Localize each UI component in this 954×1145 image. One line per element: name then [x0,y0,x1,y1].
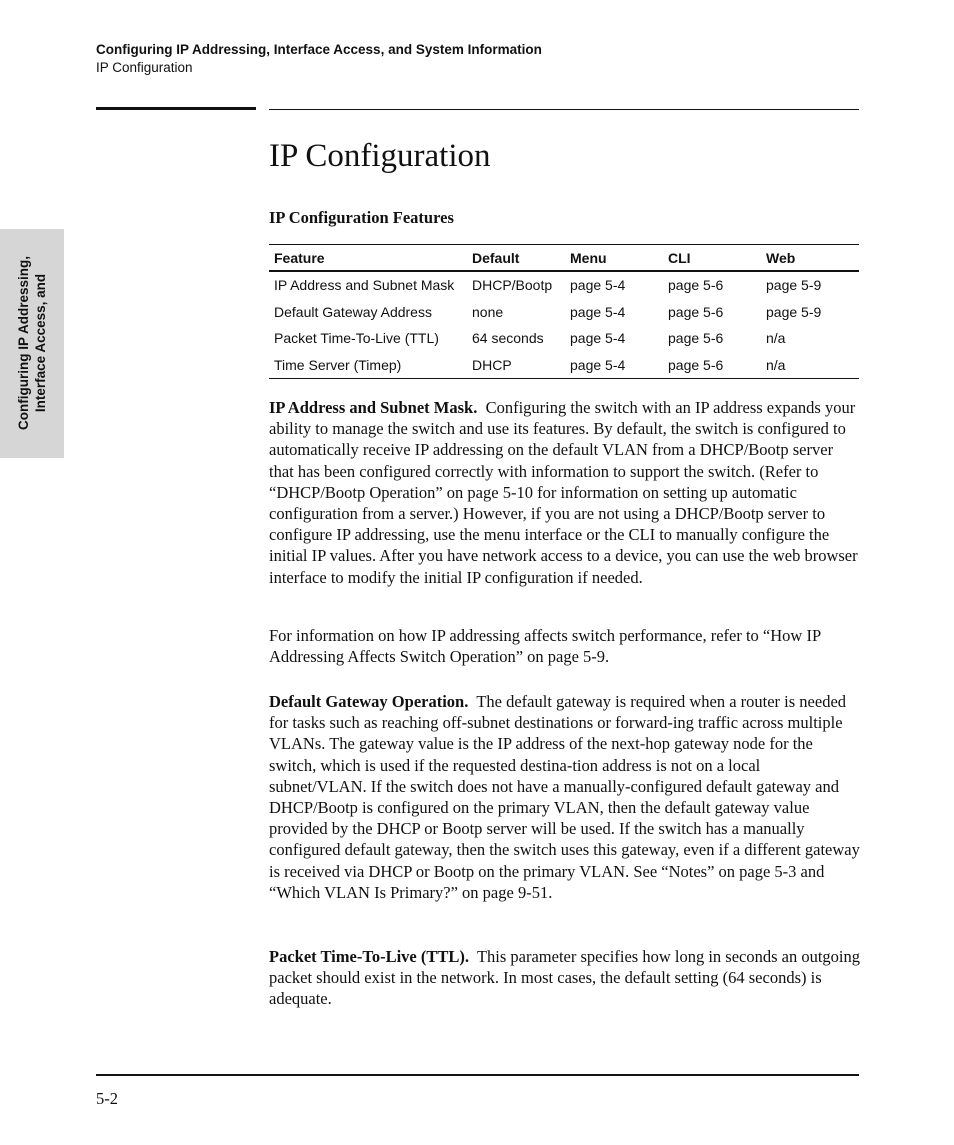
table-row [269,325,859,352]
table-cell: DHCP [472,356,512,373]
side-tab-line-1: Configuring IP Addressing, [16,256,31,431]
table-cell: n/a [766,330,786,347]
paragraph-text: Configuring the switch with an IP address expands your ability to manage the switch and use its features. By default, the switch is configured to automatically receive IP addressing on the default VLAN from a DHCP/Bootp server that has been configured correctly with information to support the switch. (Refer to “DHCP/Bootp Operation” on page 5-10 for information on setting up automatic configuration from a server.) However, if you are not using a DHCP/Bootp server to configure IP addressing, use the menu interface or the CLI to manually configure the initial IP values. After you have network access to a device, you can use the web browser interface to modify the initial IP configuration if needed. [269,398,858,587]
paragraph-default-gateway [269,691,860,903]
table-row [269,299,859,326]
run-in-heading: IP Address and Subnet Mask. [269,398,478,417]
run-in-heading: Packet Time-To-Live (TTL). [269,947,469,966]
table-cell: page 5-4 [570,277,626,294]
table-cell: page 5-4 [570,303,626,320]
table-cell: Packet Time-To-Live (TTL) [274,330,439,347]
run-in-heading: Default Gateway Operation. [269,692,469,711]
table-cell: page 5-9 [766,303,822,320]
page-number: 5-2 [96,1089,118,1108]
table-cell: page 5-9 [766,277,822,294]
table-header-row [269,245,859,272]
paragraph-ttl [269,946,860,1010]
table-cell: none [472,303,504,320]
table-cell: page 5-6 [668,330,724,347]
features-table [269,244,859,379]
running-header [96,41,542,77]
header-rule-left [96,107,256,110]
table-cell: page 5-6 [668,277,724,294]
table-cell: page 5-4 [570,330,626,347]
paragraph-text: For information on how IP addressing affects switch performance, refer to “How IP Addressing Affects Switch Operation” on page 5-9. [269,626,821,667]
table-cell: n/a [766,356,786,373]
header-rule-right [269,109,859,110]
running-section-title: IP Configuration [96,60,193,75]
table-cell: page 5-4 [570,356,626,373]
section-heading: IP Configuration [269,138,491,174]
table-cell: Time Server (Timep) [274,356,402,373]
side-tab-line-2: Interface Access, and [33,273,48,413]
column-header-cli: CLI [663,245,761,272]
side-tab-label [15,233,49,453]
table-cell: DHCP/Bootp [472,277,553,294]
paragraph-text: This parameter specifies how long in seconds an outgoing packet should exist in the network. In most cases, the default setting (64 seconds) is adequate. [269,947,861,1009]
table-heading: IP Configuration Features [269,208,454,227]
chapter-title: Configuring IP Addressing, Interface Access, and System Information [96,42,542,57]
column-header-feature: Feature [269,245,467,272]
table-cell: 64 seconds [472,330,544,347]
footer-rule [96,1074,859,1076]
paragraph-ip-address [269,397,860,588]
chapter-side-tab [0,229,64,458]
table-row [269,352,859,379]
table-row [269,271,859,299]
column-header-web: Web [761,245,859,272]
table-cell: page 5-6 [668,356,724,373]
column-header-menu: Menu [565,245,663,272]
column-header-default: Default [467,245,565,272]
table-cell: Default Gateway Address [274,303,432,320]
paragraph-performance [269,625,860,667]
table-cell: page 5-6 [668,303,724,320]
table-cell: IP Address and Subnet Mask [274,277,455,294]
paragraph-text: The default gateway is required when a router is needed for tasks such as reaching off-subnet destinations or forward-ing traffic across multiple VLANs. The gateway value is the IP address of the next-hop gateway node for the switch, which is used if the requested destina-tion address is not on a local subnet/VLAN. If the switch does not have a manually-configured default gateway and DHCP/Bootp is configured on the primary VLAN, then the default gateway value provided by the DHCP or Bootp server will be used. If the switch has a manually configured default gateway, then the switch uses this gateway, even if a different gateway is received via DHCP or Bootp on the primary VLAN. See “Notes” on page 5-3 and “Which VLAN Is Primary?” on page 9-51. [269,692,860,902]
